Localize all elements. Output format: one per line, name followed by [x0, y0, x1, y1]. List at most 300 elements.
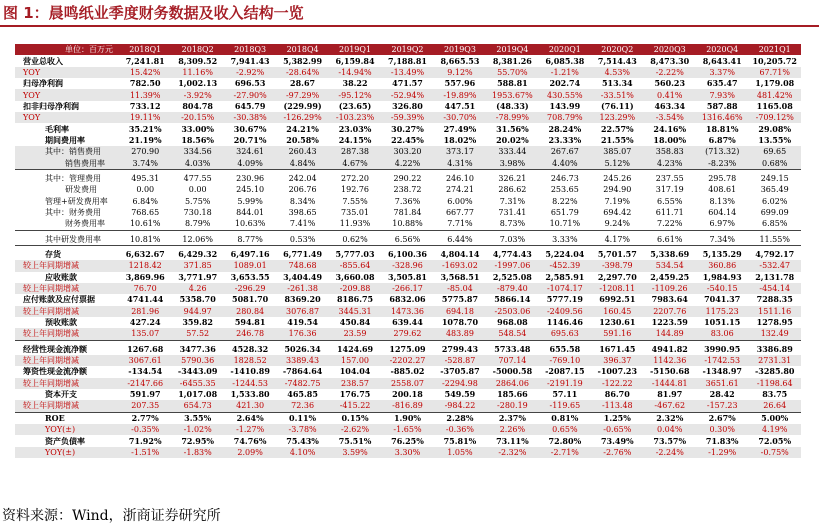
title-divider	[0, 25, 819, 27]
table-cell: 0.11%	[289, 412, 317, 423]
table-cell: 8,473.30	[650, 55, 690, 66]
table-cell: -2503.06	[486, 306, 538, 317]
table-cell: 0.00	[136, 185, 155, 195]
table-cell: -879.40	[486, 283, 538, 294]
table-cell: 23.33%	[548, 134, 582, 145]
table-cell: -1.29%	[696, 447, 748, 458]
table-cell: 0.53%	[276, 234, 328, 246]
table-cell: -1997.06	[486, 260, 538, 271]
table-cell: 20.58%	[286, 134, 319, 145]
table-cell: 30.27%	[391, 123, 424, 134]
row-label: 较上年同期增减	[15, 283, 119, 294]
table-cell: 160.45	[591, 306, 643, 317]
table-cell: 206.76	[288, 185, 317, 195]
table-cell: 5777.19	[546, 294, 583, 305]
table-cell: -0.35%	[119, 424, 171, 435]
table-cell: 3.55%	[184, 412, 212, 423]
table-cell: 2,585.91	[545, 271, 585, 282]
table-cell: -885.02	[390, 366, 425, 377]
table-cell: 7.36%	[394, 196, 421, 206]
table-cell: 534.54	[644, 260, 696, 271]
table-cell: -709.12%	[748, 112, 801, 123]
table-cell: -2191.19	[539, 378, 591, 389]
table-cell: -528.87	[434, 355, 486, 366]
table-cell: -769.10	[539, 355, 591, 366]
table-cell: 1175.23	[696, 306, 748, 317]
period-header: 2019Q4	[486, 44, 538, 55]
table-cell: 57.52	[171, 328, 223, 340]
table-cell: 3389.43	[276, 355, 328, 366]
table-cell: 6.56%	[381, 234, 433, 246]
row-label: ROE	[45, 412, 65, 423]
source-note: 资料来源：Wind，浙商证券研究所	[2, 508, 221, 524]
table-cell: 83.75	[762, 389, 788, 400]
table-cell: 481.42%	[748, 89, 801, 100]
table-cell: 7.19%	[604, 196, 631, 206]
table-cell: 8.22%	[552, 196, 578, 206]
table-cell: -78.99%	[486, 112, 538, 123]
table-cell: 8,665.53	[440, 55, 480, 66]
table-cell: 548.54	[486, 328, 538, 340]
table-cell: 8.73%	[486, 218, 538, 230]
table-cell: 15.42%	[119, 67, 171, 78]
table-cell: 639.44	[392, 317, 423, 328]
table-cell: -95.12%	[329, 89, 381, 100]
row-label: 较上年同期增减	[15, 400, 119, 412]
unit-label: 单位：百万元	[15, 44, 119, 55]
table-row	[15, 412, 801, 424]
table-cell: -126.29%	[276, 112, 328, 123]
table-cell: -2.22%	[644, 67, 696, 78]
table-cell: 303.20	[381, 146, 433, 157]
table-cell: 19.11%	[119, 112, 171, 123]
table-cell: 4,804.14	[440, 249, 480, 260]
table-cell: 695.63	[539, 328, 591, 340]
table-row	[15, 294, 801, 305]
table-cell: -14.94%	[329, 67, 381, 78]
row-label: 管理+研发费用率	[45, 196, 108, 206]
table-cell: 38.22	[342, 78, 368, 89]
table-cell: -6455.35	[171, 378, 223, 389]
table-cell: 18.56%	[181, 134, 214, 145]
table-cell: 3.98%	[486, 157, 538, 169]
table-row	[15, 218, 801, 230]
period-header: 2018Q3	[224, 44, 276, 55]
table-cell: 21.55%	[600, 134, 634, 145]
table-cell: 10.61%	[119, 218, 171, 230]
table-cell: 7.93%	[696, 89, 748, 100]
table-cell: 5026.34	[284, 343, 321, 354]
table-row	[15, 260, 801, 271]
table-cell: 71.83%	[705, 435, 739, 446]
table-cell: 359.82	[182, 317, 213, 328]
table-cell: 2.67%	[708, 412, 736, 423]
table-cell: 1218.42	[119, 260, 171, 271]
table-cell: -113.48	[591, 400, 643, 412]
table-cell: 200.18	[392, 389, 423, 400]
table-cell: 74.76%	[233, 435, 267, 446]
table-cell: 1953.67%	[486, 89, 538, 100]
table-cell: 730.18	[183, 207, 212, 217]
table-cell: 5,701.57	[597, 249, 637, 260]
table-cell: 286.62	[498, 185, 527, 195]
table-cell: 2.77%	[131, 412, 159, 423]
table-cell: 75.51%	[338, 435, 372, 446]
table-cell: 287.38	[329, 146, 381, 157]
table-cell: 3,404.49	[283, 271, 323, 282]
table-cell: -7864.64	[282, 366, 323, 377]
table-cell: 4.19%	[748, 424, 801, 435]
table-cell: -1444.81	[644, 378, 696, 389]
table-cell: 2,297.70	[597, 271, 637, 282]
table-cell: 317.19	[655, 185, 684, 195]
table-cell: 123.29%	[591, 112, 643, 123]
period-header: 2020Q3	[644, 44, 696, 55]
table-cell: 5866.14	[494, 294, 531, 305]
row-label: 归母净利润	[23, 78, 63, 89]
table-cell: 6.61%	[644, 234, 696, 246]
table-cell: 13.55%	[758, 134, 792, 145]
table-cell: 24.16%	[653, 123, 687, 134]
table-cell: -1693.02	[434, 260, 486, 271]
table-cell: 31.56%	[496, 123, 529, 134]
table-cell: 143.99	[549, 100, 581, 111]
table-cell: 245.10	[236, 185, 265, 195]
table-cell: 1511.16	[748, 306, 801, 317]
table-cell: -30.70%	[434, 112, 486, 123]
table-row	[15, 67, 801, 78]
table-cell: 7.22%	[644, 218, 696, 230]
period-header: 2018Q4	[276, 44, 328, 55]
table-cell: 21.19%	[128, 134, 162, 145]
table-cell: -3285.80	[754, 366, 795, 377]
table-cell: -0.36%	[434, 424, 486, 435]
table-cell: 18.02%	[443, 134, 477, 145]
table-cell: 6.02%	[762, 196, 788, 206]
table-cell: 11.16%	[171, 67, 223, 78]
table-cell: 27.49%	[443, 123, 477, 134]
table-cell: 5358.70	[179, 294, 216, 305]
table-cell: 324.61	[224, 146, 276, 157]
table-cell: 73.49%	[600, 435, 634, 446]
table-cell: 55.70%	[486, 67, 538, 78]
table-cell: 8.13%	[709, 196, 735, 206]
table-cell: -532.47	[748, 260, 801, 271]
table-cell: 1275.09	[389, 343, 426, 354]
table-cell: -3.92%	[171, 89, 223, 100]
table-cell: 279.62	[381, 328, 433, 340]
table-cell: 4741.44	[127, 294, 164, 305]
row-label: 存货	[45, 249, 61, 260]
table-cell: 7,188.81	[388, 55, 427, 66]
table-row	[15, 283, 801, 294]
table-cell: 73.11%	[496, 435, 529, 446]
table-cell: 28.24%	[548, 123, 582, 134]
table-cell: -30.38%	[224, 112, 276, 123]
table-cell: 708.79%	[539, 112, 591, 123]
table-cell: 8,381.26	[492, 55, 532, 66]
table-cell: -19.89%	[434, 89, 486, 100]
table-cell: -454.14	[748, 283, 801, 294]
table-cell: (713.32)	[696, 146, 748, 157]
table-cell: -2.24%	[644, 447, 696, 458]
table-row	[15, 272, 801, 283]
table-cell: 2207.76	[644, 306, 696, 317]
table-cell: 4.53%	[591, 67, 643, 78]
table-cell: 450.84	[339, 317, 371, 328]
table-cell: 242.04	[288, 173, 317, 183]
table-cell: 358.83	[644, 146, 696, 157]
table-cell: 447.51	[444, 100, 476, 111]
table-cell: 591.97	[129, 389, 161, 400]
table-cell: 513.34	[601, 78, 633, 89]
table-cell: 280.84	[224, 306, 276, 317]
table-cell: 4.03%	[171, 157, 223, 169]
table-cell: 272.20	[341, 173, 370, 183]
table-cell: 495.31	[131, 173, 160, 183]
row-label: 营业总收入	[23, 55, 63, 66]
table-cell: 419.54	[287, 317, 318, 328]
table-cell: 0.68%	[748, 157, 801, 169]
table-cell: -103.23%	[329, 112, 381, 123]
table-cell: 28.42	[709, 389, 735, 400]
table-cell: 4.67%	[329, 157, 381, 169]
row-label: 财务费用率	[15, 218, 119, 230]
table-cell: 1223.59	[651, 317, 688, 328]
table-cell: 73.57%	[653, 435, 687, 446]
table-cell: 10,205.72	[752, 55, 797, 66]
table-cell: 20.71%	[233, 134, 267, 145]
table-cell: 398.65	[288, 207, 317, 217]
table-cell: 11.93%	[329, 218, 381, 230]
table-cell: 667.77	[445, 207, 474, 217]
table-cell: -855.64	[329, 260, 381, 271]
table-cell: 7,514.43	[597, 55, 637, 66]
table-cell: 3386.89	[756, 343, 793, 354]
table-cell: -1074.17	[539, 283, 591, 294]
table-cell: 6.55%	[657, 196, 683, 206]
table-cell: 3477.36	[179, 343, 216, 354]
table-cell: 396.37	[591, 355, 643, 366]
row-label: 研发费用	[65, 185, 97, 195]
table-cell: 29.08%	[758, 123, 792, 134]
table-cell: 72.80%	[548, 435, 582, 446]
table-cell: 748.68	[276, 260, 328, 271]
table-cell: 731.41	[498, 207, 527, 217]
table-row	[15, 89, 801, 100]
table-cell: 3,505.81	[388, 271, 427, 282]
table-cell: 483.89	[434, 328, 486, 340]
table-cell: 360.86	[696, 260, 748, 271]
table-cell: 587.88	[706, 100, 738, 111]
table-cell: -13.49%	[381, 67, 433, 78]
table-cell: 2.32%	[656, 412, 684, 423]
table-cell: 3.74%	[119, 157, 171, 169]
table-cell: 694.42	[603, 207, 632, 217]
row-label: 经营性现金流净额	[23, 343, 87, 354]
table-cell: 2.28%	[446, 412, 474, 423]
table-cell: 246.78	[224, 328, 276, 340]
table-cell: 1142.36	[644, 355, 696, 366]
table-cell: 3990.95	[704, 343, 741, 354]
table-cell: 5.75%	[184, 196, 211, 206]
table-cell: 7.41%	[276, 218, 328, 230]
table-cell: 707.14	[486, 355, 538, 366]
table-cell: 157.00	[329, 355, 381, 366]
table-cell: 655.58	[549, 343, 581, 354]
table-row	[15, 184, 801, 195]
table-cell: 5,338.69	[650, 249, 690, 260]
table-cell: 2.09%	[224, 447, 276, 458]
period-header: 2020Q1	[539, 44, 591, 55]
table-cell: -8.23%	[696, 157, 748, 169]
table-cell: 237.55	[655, 173, 684, 183]
table-cell: -1742.53	[696, 355, 748, 366]
table-cell: -1.27%	[224, 424, 276, 435]
table-row	[15, 123, 801, 134]
table-cell: -97.29%	[276, 89, 328, 100]
row-label: YOY	[15, 67, 119, 78]
table-cell: 5,382.99	[283, 55, 323, 66]
table-row	[15, 400, 801, 412]
period-header: 2020Q4	[696, 44, 748, 55]
table-cell: -1208.11	[591, 283, 643, 294]
table-cell: 290.22	[393, 173, 422, 183]
table-cell: -0.75%	[748, 447, 801, 458]
table-cell: -85.04	[434, 283, 486, 294]
table-cell: 385.07	[591, 146, 643, 157]
table-cell: 477.55	[183, 173, 212, 183]
table-cell: (229.99)	[283, 100, 322, 111]
table-cell: 30.67%	[233, 123, 267, 134]
table-cell: 12.06%	[171, 234, 223, 246]
table-cell: -0.65%	[591, 424, 643, 435]
table-cell: 20.02%	[496, 134, 529, 145]
table-cell: 588.81	[497, 78, 528, 89]
table-cell: 76.25%	[391, 435, 424, 446]
table-cell: 373.17	[434, 146, 486, 157]
table-cell: -20.15%	[171, 112, 223, 123]
table-cell: -2087.15	[545, 366, 585, 377]
table-cell: 0.65%	[539, 424, 591, 435]
table-cell: 1828.52	[224, 355, 276, 366]
table-row	[15, 195, 801, 206]
table-cell: 560.23	[654, 78, 686, 89]
table-row	[15, 234, 801, 246]
table-cell: 781.84	[393, 207, 422, 217]
table-cell: 465.85	[287, 389, 318, 400]
table-cell: 1424.69	[336, 343, 374, 354]
table-cell: 295.78	[708, 173, 737, 183]
table-row	[15, 435, 801, 446]
table-cell: 611.71	[655, 207, 684, 217]
table-cell: 371.85	[171, 260, 223, 271]
table-cell: -1.65%	[381, 424, 433, 435]
table-cell: 230.96	[236, 173, 265, 183]
table-cell: 651.79	[550, 207, 579, 217]
table-cell: 3.59%	[329, 447, 381, 458]
table-cell: 557.96	[444, 78, 476, 89]
table-cell: 11.39%	[119, 89, 171, 100]
table-cell: 2731.31	[748, 355, 801, 366]
table-cell: 430.55%	[539, 89, 591, 100]
table-cell: -1007.23	[597, 366, 638, 377]
table-cell: 69.65	[748, 146, 801, 157]
table-cell: 18.81%	[705, 123, 739, 134]
table-cell: -1410.89	[230, 366, 270, 377]
table-cell: 6.97%	[696, 218, 748, 230]
table-row	[15, 378, 801, 389]
table-cell: 0.30%	[696, 424, 748, 435]
table-cell: 6,771.49	[283, 249, 323, 260]
table-cell: 699.09	[760, 207, 789, 217]
table-cell: -816.89	[381, 400, 433, 412]
row-label: YOY	[15, 112, 119, 123]
table-cell: 1671.45	[599, 343, 636, 354]
table-cell: -5000.58	[492, 366, 533, 377]
table-cell: 1267.68	[127, 343, 164, 354]
table-cell: -7482.75	[276, 378, 328, 389]
table-cell: 421.30	[224, 400, 276, 412]
row-label: 应付账款及应付票据	[23, 294, 95, 305]
table-cell: -984.22	[434, 400, 486, 412]
table-cell: 246.73	[550, 173, 579, 183]
table-row	[15, 173, 801, 184]
table-cell: -1109.26	[644, 283, 696, 294]
row-label: 其中：管理费用	[45, 173, 101, 183]
table-cell: (48.33)	[496, 100, 529, 111]
table-cell: 4.26	[171, 283, 223, 294]
table-cell: 326.21	[498, 173, 527, 183]
table-cell: 5.12%	[591, 157, 643, 169]
period-header: 2021Q1	[748, 44, 801, 55]
table-cell: 471.57	[392, 78, 423, 89]
table-cell: 4,774.43	[492, 249, 532, 260]
table-cell: 4.10%	[276, 447, 328, 458]
table-cell: 5,135.29	[702, 249, 742, 260]
table-cell: 3.30%	[381, 447, 433, 458]
table-cell: 1278.95	[756, 317, 793, 328]
table-cell: 1165.08	[756, 100, 793, 111]
table-cell: -33.51%	[591, 89, 643, 100]
table-cell: 6,085.38	[545, 55, 585, 66]
table-row	[15, 344, 801, 355]
table-cell: -122.22	[591, 378, 643, 389]
table-cell: 281.96	[119, 306, 171, 317]
table-cell: 2.26%	[486, 424, 538, 435]
table-cell: -2.62%	[329, 424, 381, 435]
table-cell: 192.76	[341, 185, 370, 195]
table-cell: 4.17%	[591, 234, 643, 246]
table-cell: 6,159.84	[335, 55, 375, 66]
table-cell: 9.12%	[434, 67, 486, 78]
table-cell: 1051.15	[704, 317, 741, 328]
table-cell: 844.01	[236, 207, 265, 217]
table-cell: 86.70	[604, 389, 630, 400]
table-cell: 135.07	[119, 328, 171, 340]
table-cell: 6,632.67	[125, 249, 165, 260]
table-cell: 4.09%	[224, 157, 276, 169]
table-cell: 260.43	[276, 146, 328, 157]
table-cell: 3,653.55	[230, 271, 270, 282]
table-cell: -157.23	[696, 400, 748, 412]
table-cell: 176.75	[339, 389, 371, 400]
table-cell: 8186.75	[336, 294, 374, 305]
period-header: 2018Q2	[171, 44, 223, 55]
table-cell: 72.36	[276, 400, 328, 412]
table-cell: 5.99%	[237, 196, 263, 206]
table-cell: -27.90%	[224, 89, 276, 100]
